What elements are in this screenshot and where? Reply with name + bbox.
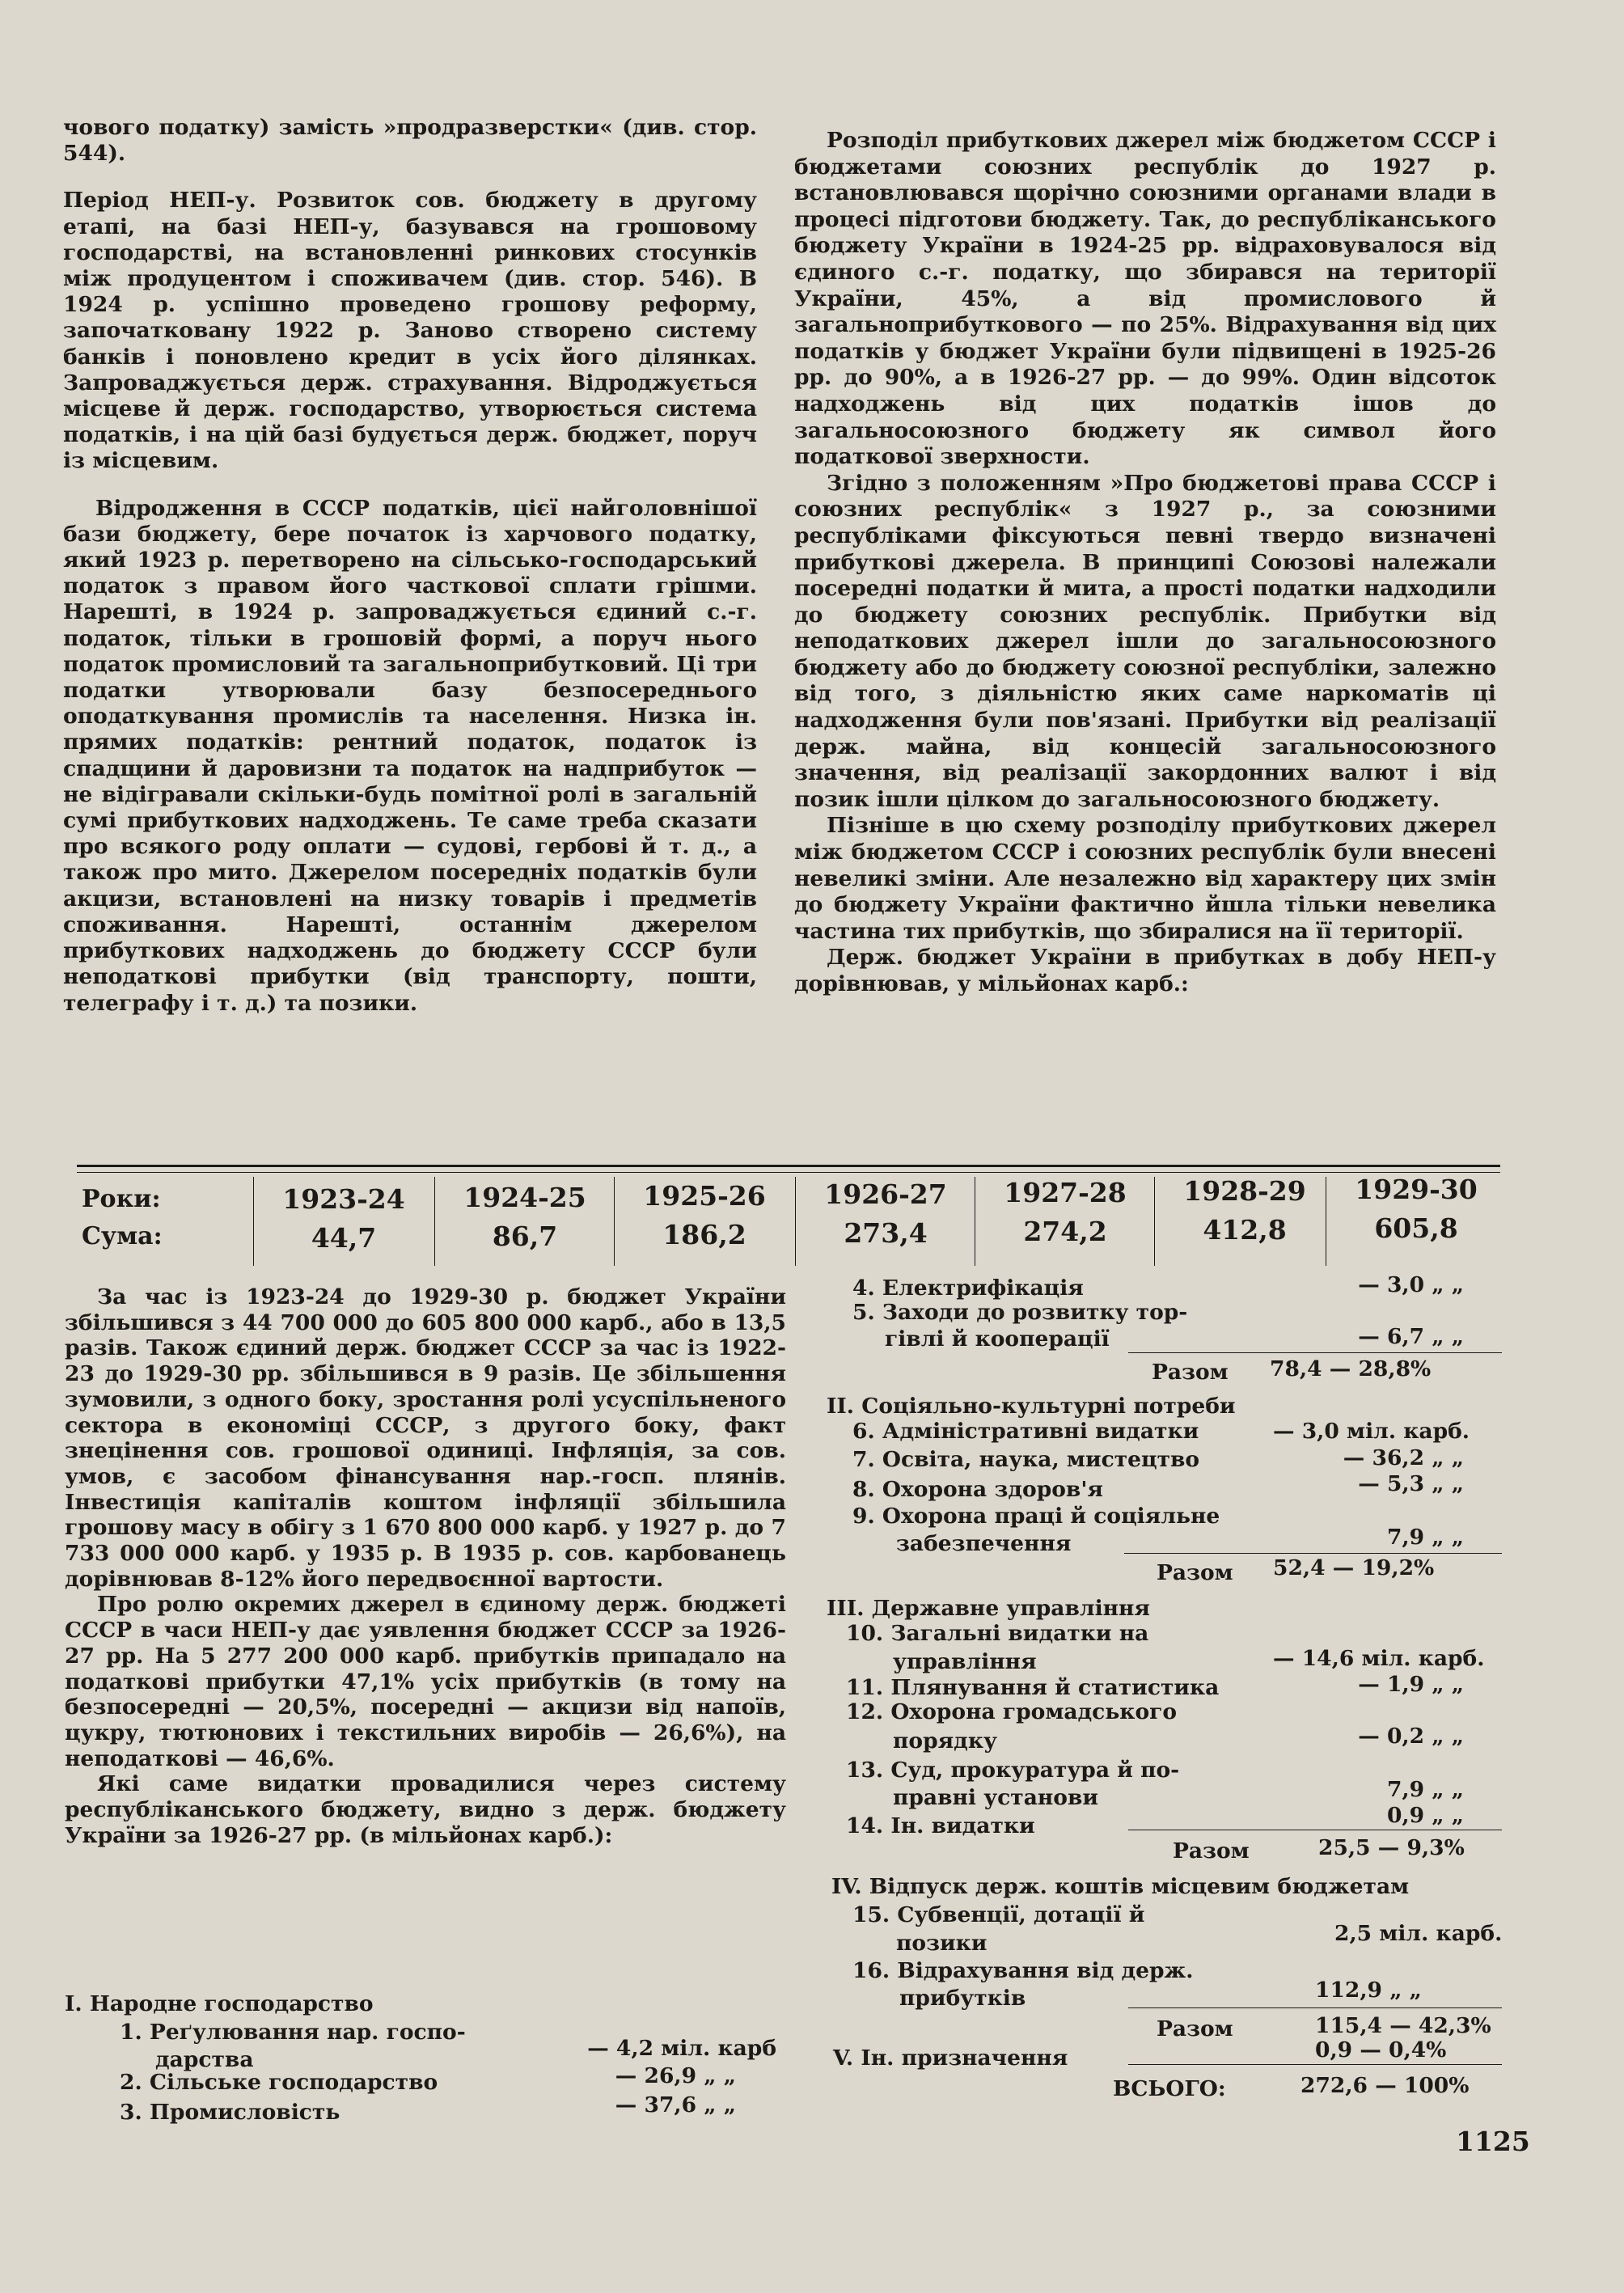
expenditure-item: дарства (155, 2047, 254, 2072)
expenditure-value: — 1,9 „ „ (1358, 1672, 1464, 1697)
paragraph: Про ролю окремих джерел в єдиному держ. бюджеті СССР в часи НЕП-у дає уявлення бюджет СССР за 1926-27 рр. На 5 277 200 000 карб. прибутків припадало на податкові прибутки 47,1% усіх прибутків (в тому на безпосередні — 20,5%, посередні — акцизи від напоїв, цукру, тютюнових і текстильних виробів — 26,6%), на неподаткові — 46,6%. (65, 1592, 786, 1771)
sum-cell: 44,7 (311, 1222, 377, 1254)
paragraph: Держ. бюджет України в прибутках в добу НЕП-у дорівнював, у мільйонах карб.: (794, 945, 1496, 996)
section-heading: V. Ін. призначення (833, 2046, 1068, 2071)
column-divider (434, 1177, 435, 1266)
expenditure-value: — 6,7 „ „ (1358, 1324, 1464, 1349)
expenditure-item: 5. Заходи до розвитку тор- (852, 1300, 1188, 1325)
paragraph: За час із 1923-24 до 1929-30 р. бюджет України збільшився з 44 700 000 до 605 800 000 карб., або в 13,5 разів. Також єдиний держ. бюджет СССР за час із 1922-23 до 1929-30 рр. збільшився в 9 разів. Це збільшення зумовили, з одного боку, зростання ролі усуспільненого сектора в економіці СССР, з другого боку, факт знецінення сов. грошової одиниці. Інфляція, за сов. умов, є засобом фінансування нар.-госп. плянів. Інвестиція капіталів коштом інфляції збільшила грошову масу в обігу з 1 670 800 000 карб. у 1927 р. до 7 733 000 000 карб. у 1935 р. В 1935 р. сов. карбованець дорівнював 8-12% його передвоєнної вартости. (65, 1284, 786, 1592)
expenditure-item: 6. Адміністративні видатки (852, 1419, 1199, 1444)
sum-cell: 273,4 (844, 1217, 928, 1249)
paragraph: Відродження в СССР податків, цієї найголовнішої бази бюджету, бере початок із харчового податку, який 1923 р. перетворено на сільсько-господарський податок з правом його часткової сплати грішми. Нарешті, в 1924 р. запроваджується єдиний с.-г. податок, тільки в грошовій формі, а поруч нього податок промисловий та загальноприбутковий. Ці три податки утворювали базу безпосереднього оподаткування промислів та населення. Низка ін. прямих податків: рентний податок, податок із спадщини й даровизни та податок на надприбуток — не відігравали скільки-будь помітної ролі в загальній сумі прибуткових надходжень. Те саме треба сказати про всякого роду оплати — судові, гербові й т. д., а також про мито. Джерелом посередніх податків були акцизи, встановлені на низку товарів і предметів споживання. Нарешті, останнім джерелом прибуткових надходжень до бюджету СССР були неподаткові прибутки (від транспорту, пошти, телеграфу і т. д.) та позики. (63, 495, 757, 1016)
grand-total: 272,6 — 100% (1300, 2073, 1470, 2098)
expenditure-item: правні установи (893, 1785, 1099, 1810)
expenditure-item: порядку (893, 1728, 997, 1754)
expenditure-item: 8. Охорона здоров'я (852, 1477, 1104, 1502)
paragraph-text: Розвиток сов. бюджету в другому етапі, на базі НЕП-у, базувався на грошовому господарстві, на встановленні ринкових стосунків між продуцентом і споживачем (див. стор. 546). В 1924 р. успішно проведено грошову реформу, започаткованy 1922 р. Заново створено систему банків і поновлено кредит в усіх його ділянках. Запроваджується держ. страхування. Відроджується місцеве й держ. господарство, утворюється система податків, і на цій базі будується держ. бюджет, поруч із місцевим. (63, 188, 757, 474)
sum-cell: 274,2 (1023, 1216, 1107, 1247)
expenditure-value: 112,9 „ „ (1315, 1978, 1422, 2003)
section-total: 115,4 — 42,3% (1315, 2013, 1491, 2038)
expenditure-item: прибутків (899, 1986, 1026, 2011)
expenditure-value: — 4,2 міл. карб (587, 2036, 776, 2061)
total-label: Разом (1157, 1560, 1233, 1585)
column-divider (253, 1177, 254, 1266)
year-cell: 1927-28 (1004, 1177, 1127, 1208)
year-cell: 1925-26 (643, 1180, 766, 1212)
page-number: 1125 (1456, 2126, 1530, 2157)
section-total: 52,4 — 19,2% (1273, 1555, 1435, 1580)
paragraph: Розподіл прибуткових джерел між бюджетом СССР і бюджетами союзних республік до 1927 р. встановлювався щорічно союзними органами влади в процесі підготови бюджету. Так, до республіканського бюджету України в 1924-25 рр. відраховувалося від єдиного с.-г. податку, що збирався на території України, 45%, а від промислового й загальноприбуткового — по 25%. Відрахування від цих податків у бюджет України були підвищені в 1925-26 рр. до 90%, а в 1926-27 рр. — до 99%. Один відсоток надходжень від цих податків ішов до загальносоюзного бюджету як символ його податкової зверхности. (794, 128, 1496, 470)
expenditure-value: 2,5 міл. карб. (1334, 1921, 1503, 1946)
section-lead: Період НЕП-у. (63, 188, 256, 214)
paragraph-nep (63, 188, 757, 474)
expenditure-item: 15. Субвенції, дотації й (852, 1902, 1145, 1927)
expenditure-value: — 0,2 „ „ (1358, 1724, 1464, 1749)
section-total: 25,5 — 9,3% (1318, 1835, 1465, 1860)
paragraph: Які саме видатки провадилися через систему республіканського бюджету, видно з держ. бюджету України за 1926-27 рр. (в мільйонах карб.): (65, 1771, 786, 1848)
expenditure-item: 1. Реґулювання нар. госпо- (120, 2020, 466, 2045)
sum-rule (1128, 1352, 1502, 1353)
section-heading: III. Державне управління (827, 1596, 1151, 1621)
expenditure-value: — 3,0 міл. карб. (1273, 1419, 1470, 1444)
expenditure-item: 2. Сільське господарство (120, 2070, 438, 2095)
year-cell: 1928-29 (1183, 1175, 1306, 1207)
expenditure-item: 10. Загальні видатки на (846, 1621, 1149, 1646)
sum-rule (1128, 2064, 1502, 2065)
expenditure-value: — 3,0 „ „ (1358, 1272, 1464, 1297)
expenditure-item: забезпечення (896, 1531, 1072, 1556)
right-column-top (794, 128, 1496, 998)
expenditure-value: 0,9 „ „ (1386, 1803, 1464, 1828)
total-label: Разом (1152, 1360, 1229, 1385)
section-heading: I. Народне господарство (65, 1991, 374, 2016)
year-cell: 1929-30 (1355, 1174, 1478, 1205)
sum-label: Сума: (82, 1222, 163, 1250)
section-total: 78,4 — 28,8% (1270, 1356, 1432, 1381)
expenditure-item: 4. Електрифікація (852, 1276, 1084, 1301)
expenditure-item: 3. Промисловість (120, 2100, 340, 2125)
budget-table (77, 1165, 1500, 1266)
paragraph: Згідно з положенням »Про бюджетові права СССР і союзних республік« з 1927 р., за союзними республіками фіксуються певні твердо визначені прибуткові джерела. В принципі Союзові належали посередні податки й мита, а прості податки надходили до бюджету союзних республік. Прибутки від неподаткових джерел ішли до загальносоюзного бюджету або до бюджету союзної республіки, залежно від того, з діяльністю яких саме наркоматів ці надходження були пов'язані. Прибутки від реалізації держ. майна, від концесій загальносоюзного значення, від реалізації закордонних валют і від позик ішли цілком до загальносоюзного бюджету. (794, 470, 1496, 812)
years-label: Роки: (82, 1185, 161, 1213)
year-cell: 1923-24 (282, 1183, 405, 1215)
grand-total-label: ВСЬОГО: (1113, 2076, 1226, 2101)
expenditure-item: 7. Освіта, наука, мистецтво (852, 1447, 1200, 1472)
paragraph: чового податку) замість »продразверстки« (див. стор. 544). (63, 115, 757, 167)
expenditure-item: 16. Відрахування від держ. (852, 1958, 1194, 1983)
section-heading: II. Соціяльно-культурні потреби (827, 1394, 1236, 1419)
sum-cell: 412,8 (1203, 1214, 1287, 1246)
sum-cell: 186,2 (662, 1219, 746, 1250)
expenditure-item: 9. Охорона праці й соціяльне (852, 1504, 1220, 1529)
expenditure-value: — 14,6 міл. карб. (1273, 1646, 1485, 1671)
section-total: 0,9 — 0,4% (1315, 2037, 1447, 2062)
year-cell: 1924-25 (463, 1182, 586, 1213)
expenditure-item: 13. Суд, прокуратура й по- (846, 1758, 1180, 1783)
column-divider (1154, 1177, 1155, 1266)
expenditure-item: 14. Ін. видатки (846, 1813, 1035, 1838)
column-divider (614, 1177, 615, 1266)
expenditure-value: — 26,9 „ „ (615, 2063, 736, 2088)
column-divider (795, 1177, 796, 1266)
expenditure-item: 12. Охорона громадського (846, 1699, 1178, 1724)
expenditure-item: управління (893, 1649, 1037, 1674)
left-column-top (63, 115, 757, 1017)
sum-rule (1124, 1553, 1502, 1554)
expenditure-value: — 36,2 „ „ (1343, 1445, 1464, 1470)
expenditure-value: — 37,6 „ „ (615, 2092, 736, 2117)
expenditure-value: — 5,3 „ „ (1358, 1471, 1464, 1496)
expenditure-value: 7,9 „ „ (1386, 1777, 1464, 1802)
section-heading: IV. Відпуск держ. коштів місцевим бюджетам (831, 1874, 1410, 1899)
total-label: Разом (1173, 1838, 1250, 1864)
sum-cell: 605,8 (1374, 1212, 1458, 1244)
paragraph: Пізніше в цю схему розподілу прибуткових джерел між бюджетом СССР і союзних республік були внесені невеликі зміни. Але незалежно від характеру цих змін до бюджету України фактично йшла тільки невелика частина тих прибутків, що збиралися на її території. (794, 813, 1496, 944)
expenditure-item: позики (896, 1931, 988, 1956)
expenditure-item: 11. Плянування й статистика (846, 1675, 1220, 1700)
expenditure-value: 7,9 „ „ (1386, 1525, 1464, 1550)
total-label: Разом (1157, 2016, 1233, 2041)
expenditure-item: гівлі й кооперації (885, 1326, 1110, 1352)
left-column-bottom (65, 1284, 786, 1848)
year-cell: 1926-27 (824, 1178, 947, 1210)
sum-cell: 86,7 (492, 1221, 558, 1252)
sum-rule (1128, 2007, 1502, 2008)
